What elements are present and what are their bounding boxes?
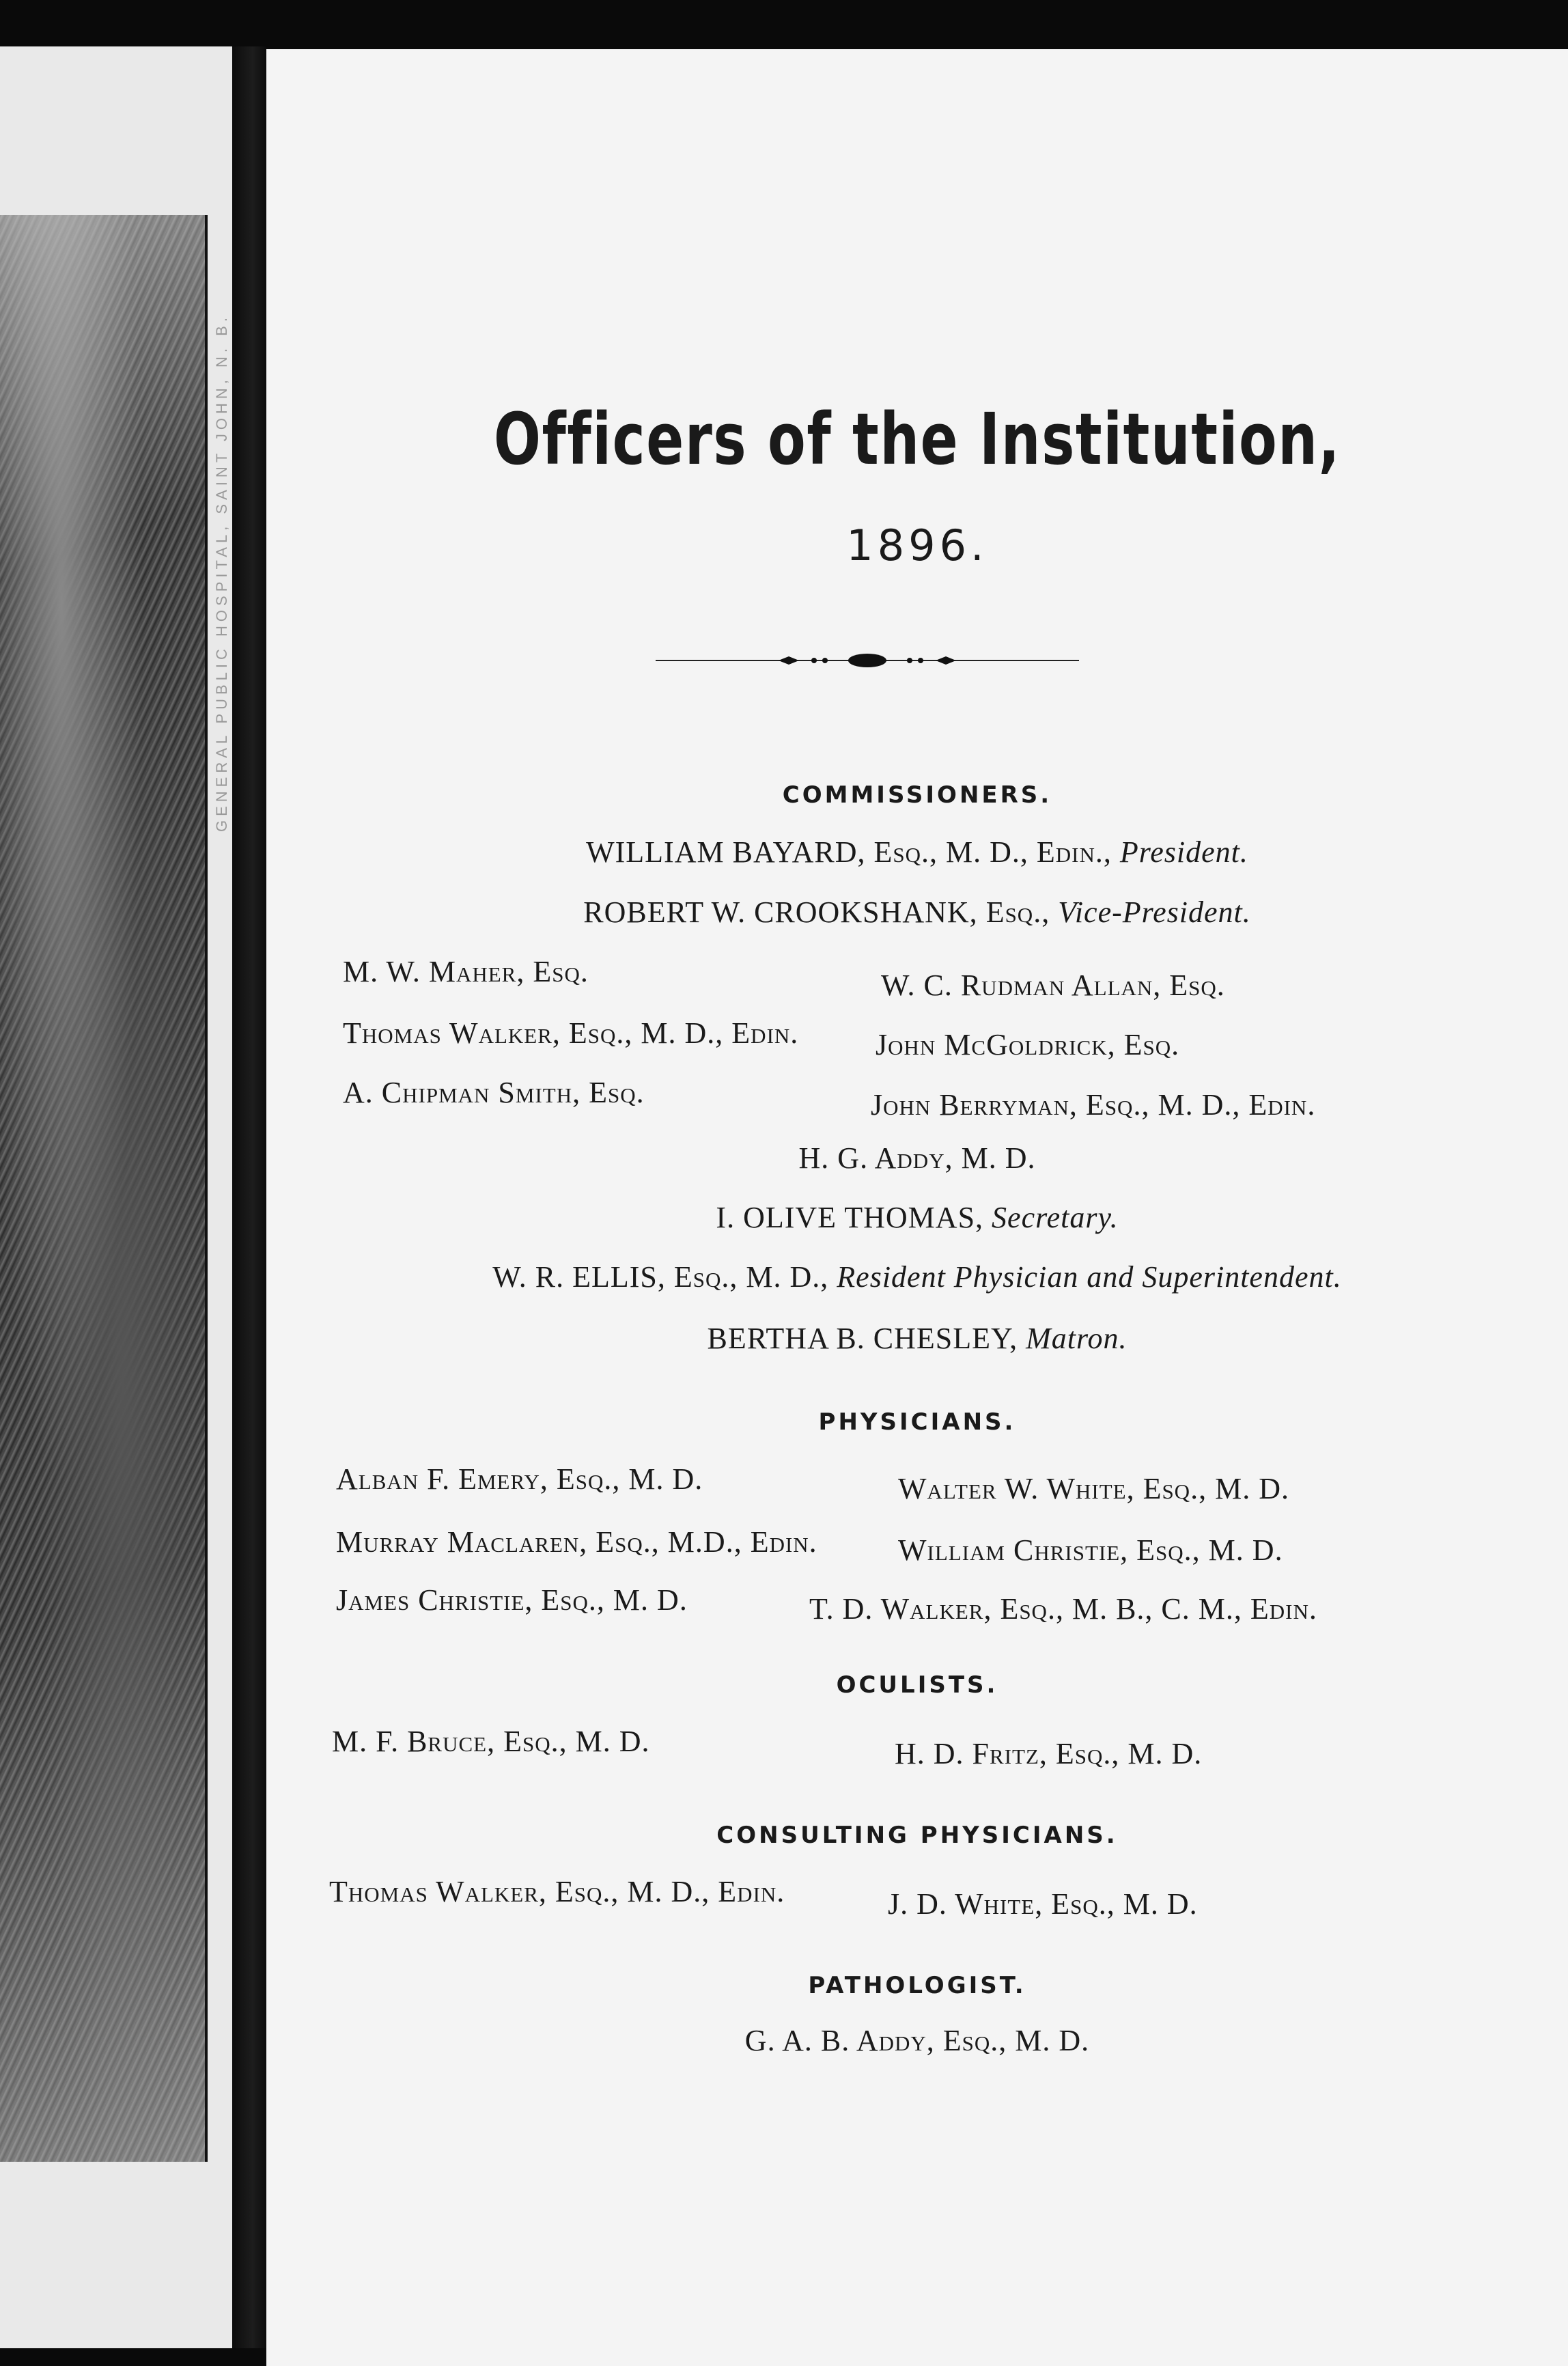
page-year: 1896. xyxy=(846,520,988,570)
matron-role: Matron. xyxy=(1026,1322,1128,1355)
section-heading-physicians: PHYSICIANS. xyxy=(818,1408,1016,1436)
president-name: WILLIAM BAYARD, xyxy=(586,835,866,869)
commissioner-member: John McGoldrick, Esq. xyxy=(876,1028,1180,1061)
vice-president-role: Vice-President. xyxy=(1058,895,1251,929)
secretary-name: I. OLIVE THOMAS, xyxy=(716,1201,984,1234)
consulting-physician-member: Thomas Walker, Esq., M. D., Edin. xyxy=(329,1875,785,1908)
section-heading-commissioners: COMMISSIONERS. xyxy=(782,781,1052,809)
commissioner-president xyxy=(266,835,1568,869)
physician-member: William Christie, Esq., M. D. xyxy=(898,1533,1283,1567)
superintendent-name: W. R. ELLIS, xyxy=(492,1260,666,1294)
ornament-divider-icon xyxy=(656,650,1079,671)
commissioner-member: H. G. Addy, M. D. xyxy=(798,1141,1036,1175)
vice-president-name: ROBERT W. CROOKSHANK, xyxy=(583,895,978,929)
secretary-role: Secretary. xyxy=(992,1201,1119,1234)
commissioner-member: John Berryman, Esq., M. D., Edin. xyxy=(871,1088,1316,1122)
superintendent-credentials: Esq., M. D., xyxy=(673,1260,829,1294)
president-role: President. xyxy=(1119,835,1248,869)
commissioner-member: M. W. Maher, Esq. xyxy=(343,955,589,988)
commissioner-physician-superintendent xyxy=(266,1259,1568,1294)
matron-name: BERTHA B. CHESLEY, xyxy=(707,1322,1018,1355)
commissioner-member: Thomas Walker, Esq., M. D., Edin. xyxy=(343,1016,799,1050)
commissioner-vice-president xyxy=(266,895,1568,930)
superintendent-role: Resident Physician and Superintendent. xyxy=(837,1260,1342,1294)
vice-president-credentials: Esq., xyxy=(985,895,1050,929)
pathologist-member: G. A. B. Addy, Esq., M. D. xyxy=(744,2024,1090,2057)
oculist-member: M. F. Bruce, Esq., M. D. xyxy=(332,1725,650,1758)
book-gutter xyxy=(232,46,266,2348)
physician-member: Alban F. Emery, Esq., M. D. xyxy=(336,1462,703,1496)
section-heading-consulting-physicians: CONSULTING PHYSICIANS. xyxy=(716,1822,1118,1849)
physician-member: T. D. Walker, Esq., M. B., C. M., Edin. xyxy=(809,1592,1317,1626)
physician-member: Walter W. White, Esq., M. D. xyxy=(898,1472,1289,1505)
photo-caption: GENERAL PUBLIC HOSPITAL, SAINT JOHN, N. B. xyxy=(213,314,230,832)
section-heading-oculists: OCULISTS. xyxy=(836,1671,998,1699)
consulting-physician-member: J. D. White, Esq., M. D. xyxy=(888,1887,1198,1921)
officers-page xyxy=(266,49,1568,2366)
commissioner-member: A. Chipman Smith, Esq. xyxy=(343,1076,645,1109)
section-heading-pathologist: PATHOLOGIST. xyxy=(808,1972,1026,1999)
physician-member: James Christie, Esq., M. D. xyxy=(336,1583,688,1617)
physician-member: Murray Maclaren, Esq., M.D., Edin. xyxy=(336,1525,817,1559)
page-title: Officers of the Institution, xyxy=(494,398,1341,481)
hospital-photograph xyxy=(0,215,208,2162)
president-credentials: Esq., M. D., Edin., xyxy=(873,835,1112,869)
commissioner-secretary xyxy=(266,1200,1568,1235)
commissioner-matron xyxy=(266,1321,1568,1356)
oculist-member: H. D. Fritz, Esq., M. D. xyxy=(895,1737,1203,1770)
left-facing-page xyxy=(0,46,232,2348)
commissioner-member: W. C. Rudman Allan, Esq. xyxy=(881,969,1225,1002)
